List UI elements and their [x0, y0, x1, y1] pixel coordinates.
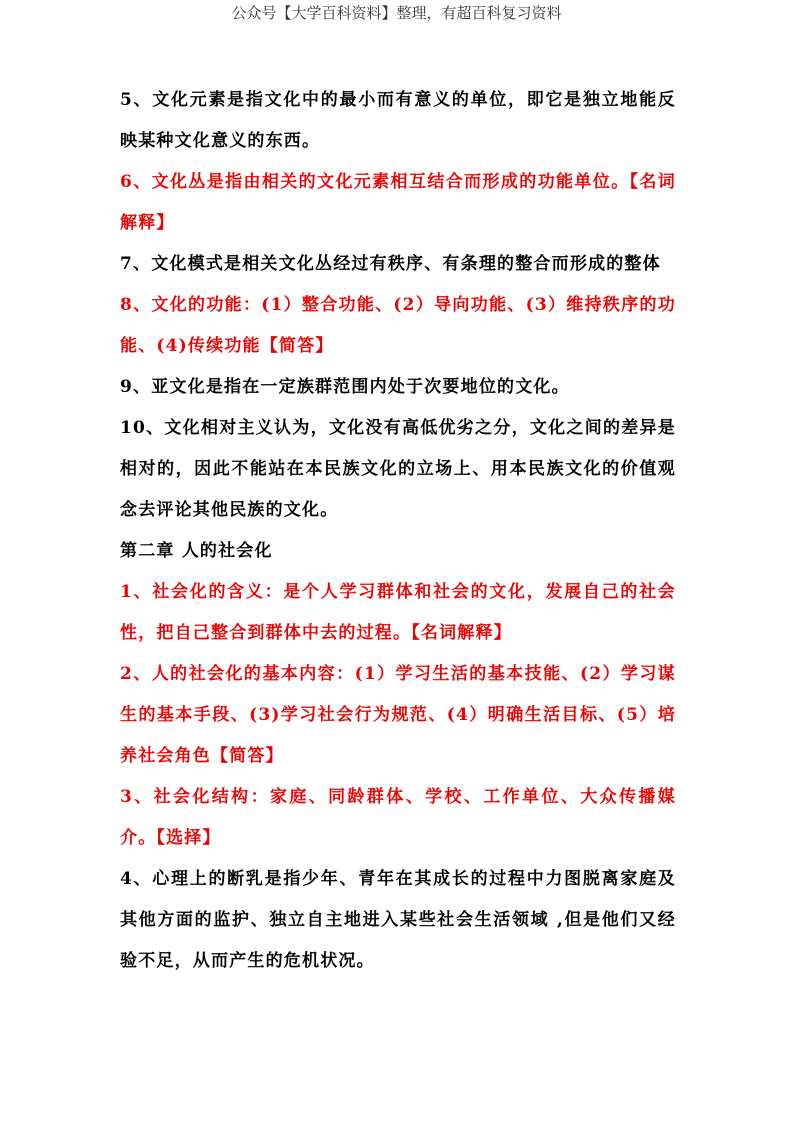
ch2-item-3-socialization-structure: 3、社会化结构：家庭、同龄群体、学校、工作单位、大众传播媒介。【选择】 — [120, 787, 676, 848]
document-body — [120, 80, 676, 982]
ch2-item-4-psychological-weaning: 4、心理上的断乳是指少年、青年在其成长的过程中力图脱离家庭及其他方面的监护、独立自主地进入某些社会生活领域 ,但是他们又经验不足，从而产生的危机状况。 — [120, 869, 676, 971]
chapter-heading: 第二章 人的社会化 — [120, 541, 273, 561]
ch2-item-2-socialization-content: 2、人的社会化的基本内容：(1）学习生活的基本技能、(2）学习谋生的基本手段、(3)学习社会行为规范、(4）明确生活目标、(5）培养社会角色【简答】 — [120, 664, 676, 766]
ch2-item-1-socialization-meaning: 1、社会化的含义：是个人学习群体和社会的文化，发展自己的社会性，把自己整合到群体中去的过程。【名词解释】 — [120, 582, 676, 643]
item-5-culture-element: 5、文化元素是指文化中的最小而有意义的单位，即它是独立地能反映某种文化意义的东西。 — [120, 90, 676, 151]
page-header: 公众号【大学百科资料】整理，有超百科复习资料 — [231, 4, 562, 22]
item-7-culture-pattern: 7、文化模式是相关文化丛经过有秩序、有条理的整合而形成的整体 — [120, 254, 661, 274]
item-10-cultural-relativism: 10、文化相对主义认为，文化没有高低优劣之分，文化之间的差异是相对的，因此不能站在本民族文化的立场上、用本民族文化的价值观念去评论其他民族的文化。 — [120, 418, 676, 520]
item-8-culture-functions: 8、文化的功能：(1）整合功能、(2）导向功能、(3）维持秩序的功能、(4)传续功能【简答】 — [120, 295, 676, 356]
item-6-culture-complex: 6、文化丛是指由相关的文化元素相互结合而形成的功能单位。【名词解释】 — [120, 172, 676, 233]
item-9-subculture: 9、亚文化是指在一定族群范围内处于次要地位的文化。 — [120, 377, 570, 397]
